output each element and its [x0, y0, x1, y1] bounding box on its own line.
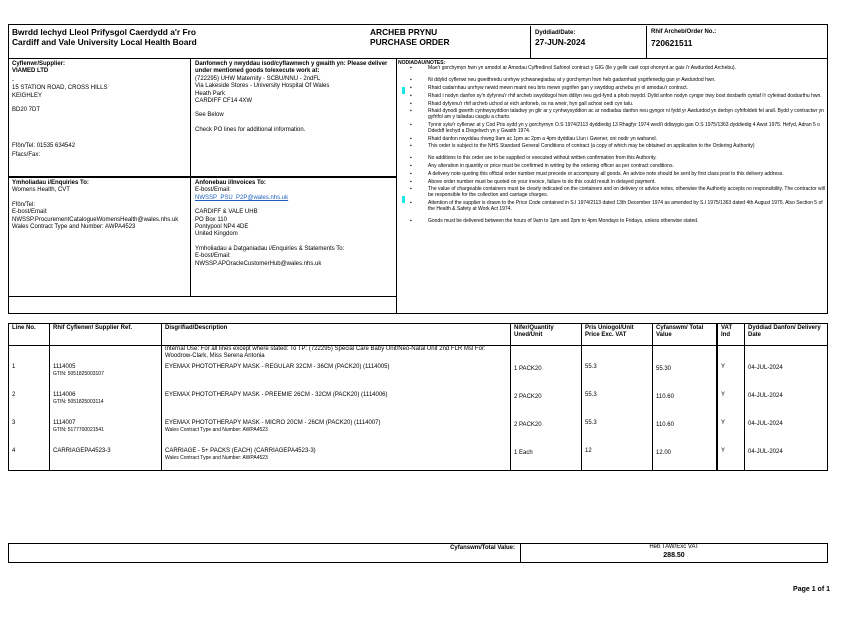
supplier-tel	[12, 143, 186, 150]
description: CARRIAGE - 5+ PACKS (EACH) (CARRIAGEPA4523-3)	[165, 448, 316, 454]
supplier-postcode: BD20 7DT	[12, 107, 41, 114]
note-item: ▪ Ni ddylid cyflenwi neu gweithredu unrhyw ychwanegiadau at y gorchymyn hwn heb gadarnhad ysgrifenedig gan yr Awdurdod hwn.	[398, 78, 826, 84]
gtin: GTIN: 5177700021541	[53, 427, 104, 434]
supplier-ref: 1114007	[53, 420, 76, 426]
row-4-unit-price: 12	[585, 448, 592, 454]
divider	[8, 296, 396, 297]
divider	[396, 58, 397, 314]
note-item: ▪ Goods must be delivered between the hours of 9am to 1pm and 2pm to 4pm Mondays to Fridays, unless otherwise stated.	[398, 219, 826, 225]
see-below: See Below	[195, 112, 224, 119]
col-unit-price: Pris Uniogol/Unit Price Exc. VAT	[585, 325, 634, 339]
row-3-description	[162, 420, 508, 434]
invoices-addr-2: PO Box 110	[195, 216, 227, 223]
supplier-address-1: 15 STATION ROAD, CROSS HILLS	[12, 85, 108, 92]
supplier-address-2: KEIGHLEY	[12, 92, 43, 99]
supplier-section	[9, 59, 189, 161]
note-item: ▪ A delivery note quoting this official order number must precede or accompany all goods. An advice note should be sent by first class post to this delivery address.	[398, 172, 826, 178]
enquiries-email-label: E-bost/Email:	[12, 209, 48, 216]
tel-label: Ffôn/Tel:	[12, 143, 36, 150]
doc-title-english: PURCHASE ORDER	[370, 37, 450, 48]
date-value: 27-JUN-2024	[535, 37, 586, 48]
note-item: ▪ Any alteration in quantity or price must be confirmed in writing by the ordering officer as per contract conditions.	[398, 164, 826, 170]
col-line-no: Line No.	[12, 325, 36, 331]
supplier-ref: 1114005	[53, 364, 76, 370]
statements-email-label: E-bost/Email:	[195, 253, 231, 260]
invoices-email-label: E-bost/Email:	[195, 187, 231, 194]
supplier-dash: -	[12, 77, 14, 84]
contract: Wales Contract Type and Number: AWPA4523	[165, 427, 268, 434]
order-no-label: Rhif Archeb/Order No.:	[651, 29, 717, 35]
enquiries-section	[9, 178, 189, 233]
total-value-label: Cyfanswm/Total Value:	[450, 545, 515, 551]
invoices-addr-4: United Kingdom	[195, 231, 238, 238]
row-4-delivery-date: 04-JUL-2024	[748, 449, 783, 455]
row-1-line-no: 1	[12, 364, 16, 370]
note-item: ▪ Rhaid cadarnhau unrhyw newid mewn maint neu bris mewn ysgrifen gan y swyddog archebu yn ol amodau'r contract.	[398, 86, 826, 92]
row-1-unit-price: 55.3	[585, 364, 597, 370]
org-name-english: Cardiff and Vale University Local Health Board	[12, 37, 197, 48]
note-item: ▪ Rhaid danfon nwyddau rhwng 9am ac 1pm ac 2pm a 4pm dyddiau Llun i Gwener, oni nodir yn wahanol.	[398, 137, 826, 143]
note-item: ▪ Tynnir sylw'r cyflenwr at y Cod Pris sydd yn y gorchymyn O.S 1974/2113 dyddiedig 13 Rhagfyr 1974 wedi'i ddiwygio gan O.S 1975/1363 dyddiedig 4 Awst 1975. Hefyd, Adran 5 o Ddeddf Iechyd a Diogelwch yn y Gwaith 1974.	[398, 123, 826, 135]
row-3-line-no: 3	[12, 420, 16, 426]
enquiries-email[interactable]: NWSSP.ProcurementCatalogueWomensHealth@wales.nhs.uk	[12, 216, 179, 223]
row-3-quantity: 2 PACK20	[514, 422, 542, 428]
supplier-label: Cyflenwr/Supplier:	[12, 61, 66, 67]
note-item: ▪ This order is subject to the NHS Standard General Conditions of contract (a copy of which may be obtained on application to the Ordering Authority)	[398, 144, 826, 150]
enquiries-contract: Wales Contract Type and Number: AWPA4523	[12, 224, 136, 231]
note-item: ▪ The value of chargeable containers must be clearly indicated on the containers and on delivery or advice notes, otherwise the Authority accepts no responsibility. The contractor will be responsible for the collection and carriage charges.	[398, 187, 826, 199]
description: EYEMAX PHOTOTHERAPY MASK - MICRO 20CM - 26CM (PACK20) (1114007)	[165, 420, 381, 426]
row-1-description: EYEMAX PHOTOTHERAPY MASK - REGULAR 32CM - 36CM (PACK20) (1114005)	[165, 364, 390, 370]
total-value: 288.50	[663, 552, 685, 559]
row-2-unit-price: 55.3	[585, 392, 597, 398]
note-item: ▪ Rhaid dyfynnu'r rhif archeb uchod ar eich anfoneb, os na wneir, hyn gall achosi oedi cyn talu.	[398, 102, 826, 108]
row-4-description	[162, 448, 508, 462]
row-1-ref	[50, 364, 160, 378]
doc-title-welsh: ARCHEB PRYNU	[370, 27, 438, 37]
statements-label: Ymholiadau a Datganiadau i/Enquiries & Statements To:	[195, 245, 345, 252]
col-supplier-ref: Rhif Cyflenwr/ Supplier Ref.	[53, 325, 133, 331]
row-1-delivery-date: 04-JUL-2024	[748, 365, 783, 371]
note-item: ▪ Rhaid dynodi gwerth cynhwysyddion taladwy yn glir ar y cynhwysyddion ac ar nodiadau danfon neu gyngor ni fydd yr Awdurdod yn derbyn cyfrifoldeb fel arall. Bydd y contractwr yn gyfrifol am y taliadau casglu a charto.	[398, 109, 826, 121]
row-2-vat: Y	[721, 392, 726, 398]
invoices-email-link[interactable]: NWSSP_PSU_P2P@wales.nhs.uk	[195, 194, 289, 201]
enquiries-label: Ymholiadau i/Enquiries To:	[12, 180, 89, 186]
row-1-quantity: 1 PACK20	[514, 366, 542, 372]
col-description: Disgrifiad/Description	[165, 325, 228, 331]
note-item: ▪ Mae'r gorchymyn hwn yn amodol ar Amodau Cyffredinol Safonol contract y GIG (lle y gellir cael copi ohonynt ar gais i'r Awdurdod Archebu).	[398, 66, 826, 72]
note-item: ▪ Rhaid i nodyn danfon sy'n dyfynnu'r rhif archeb swyddogol hwn ddilyn neu gyd-fynd a phob nwydd. Dylid anfon nodyn cyngor trwy bost dosbarth cyntaf i'r cyfeiriad dosbarthu hwn.	[398, 94, 826, 100]
row-4-quantity: 1 Each	[514, 450, 533, 456]
col-delivery-date: Dyddiad Danfon/ Delivery Date	[748, 325, 821, 339]
order-number	[646, 26, 828, 58]
row-1-vat: Y	[721, 364, 726, 370]
delivery-section	[192, 59, 395, 136]
date-label: Dyddiad/Date:	[535, 30, 576, 36]
row-2-line-no: 2	[12, 392, 16, 398]
row-3-vat: Y	[721, 420, 726, 426]
col-total: Cyfanswm/ Total Value	[656, 325, 704, 339]
gtin: GTIN: 5051825003107	[53, 371, 104, 378]
delivery-label: Danfonwch y nwyddau isod/cyflawnwch y gwaith yn: Please deliver under mentioned goods to/execute work at:	[195, 61, 388, 75]
invoices-addr-1: CARDIFF & VALE UHB	[195, 209, 258, 216]
delivery-line-3: Heath Park	[195, 90, 226, 97]
document-title	[366, 25, 526, 56]
organisation-name	[8, 25, 364, 56]
supplier-name: VIAMED LTD	[12, 68, 49, 75]
row-4-vat: Y	[721, 448, 726, 454]
col-quantity: Nifer/Quantity Uned/Unit	[514, 325, 554, 339]
org-name-welsh: Bwrdd Iechyd Lleol Prifysgol Caerdydd a'r Fro	[12, 27, 196, 37]
notes-list	[398, 66, 826, 224]
contract: Wales Contract Type and Number: AWPA4523	[165, 455, 268, 462]
row-3-total: 110.60	[656, 422, 674, 428]
delivery-line-2: Via Lakeside Stores - University Hospital Of Wales	[195, 83, 330, 90]
row-2-ref	[50, 392, 160, 406]
internal-use-note: Internal Use: For all lines except where stated: To TP: (722295) Special Care Baby Unit/Neo-Natal Unit 2nd FLR Msl For: Woodrow-Clark, Miss Serena Antonia	[165, 346, 486, 360]
supplier-ref: 1114006	[53, 392, 76, 398]
row-3-delivery-date: 04-JUL-2024	[748, 421, 783, 427]
supplier-fax-label: Ffacs/Fax:	[12, 151, 41, 158]
enquiries-name: Womens Health, CVT	[12, 187, 70, 194]
gtin: GTIN: 5051825003114	[53, 399, 104, 406]
check-po-lines: Check PO lines for additional information.	[195, 126, 306, 133]
row-3-ref	[50, 420, 160, 434]
note-item: ▪ Attention of the supplier is drawn to the Price Code contained in S.I 1974/2113 dated 13th December 1974 as amended by S.I 1975/1363 dated 4th August 1975. Also Section 5 of the Health & Safety at Work Act 1974.	[398, 201, 826, 213]
row-2-total: 110.60	[656, 394, 674, 400]
row-2-quantity: 2 PACK20	[514, 394, 542, 400]
row-1-total: 55.30	[656, 366, 672, 372]
note-item: ▪ Above order number must be quoted on your invoice, failure to do this could result in delayed payment.	[398, 180, 826, 186]
note-item: ▪ No additions to this order are to be supplied or executed without written confirmation from this Authority.	[398, 156, 826, 162]
notes-label: NODIADAU/NOTES:	[398, 60, 446, 66]
col-vat: VAT Ind	[721, 325, 733, 339]
row-4-total: 12.00	[656, 450, 672, 456]
invoices-addr-3: Pontypool NP4 4DE	[195, 224, 249, 231]
delivery-line-4: CARDIFF CF14 4XW	[195, 98, 253, 105]
page-number: Page 1 of 1	[793, 586, 830, 593]
row-4-ref: CARRIAGEPA4523-3	[53, 448, 111, 454]
delivery-line-1: (722295) UHW Maternity - SCBU/NNU - 2ndFL	[195, 75, 321, 82]
invoices-section	[192, 178, 395, 270]
notes-section	[398, 60, 826, 226]
row-2-delivery-date: 04-JUL-2024	[748, 393, 783, 399]
exc-vat-label: Heb TAW/Exc VAT	[649, 544, 699, 550]
order-no-value: 720621511	[651, 38, 693, 49]
invoices-label: Anfonebau i/Invoices To:	[195, 180, 266, 186]
row-4-line-no: 4	[12, 448, 16, 454]
statements-email[interactable]: NWSSP.APOracleCustomerHub@wales.nhs.uk	[195, 260, 322, 267]
enquiries-tel-label: Ffôn/Tel:	[12, 201, 36, 208]
row-3-unit-price: 55.3	[585, 420, 597, 426]
tel-value: 01535 634542	[36, 143, 76, 150]
row-2-description: EYEMAX PHOTOTHERAPY MASK - PREEMIE 26CM - 32CM (PACK20) (1114006)	[165, 392, 388, 398]
order-date	[530, 26, 646, 58]
